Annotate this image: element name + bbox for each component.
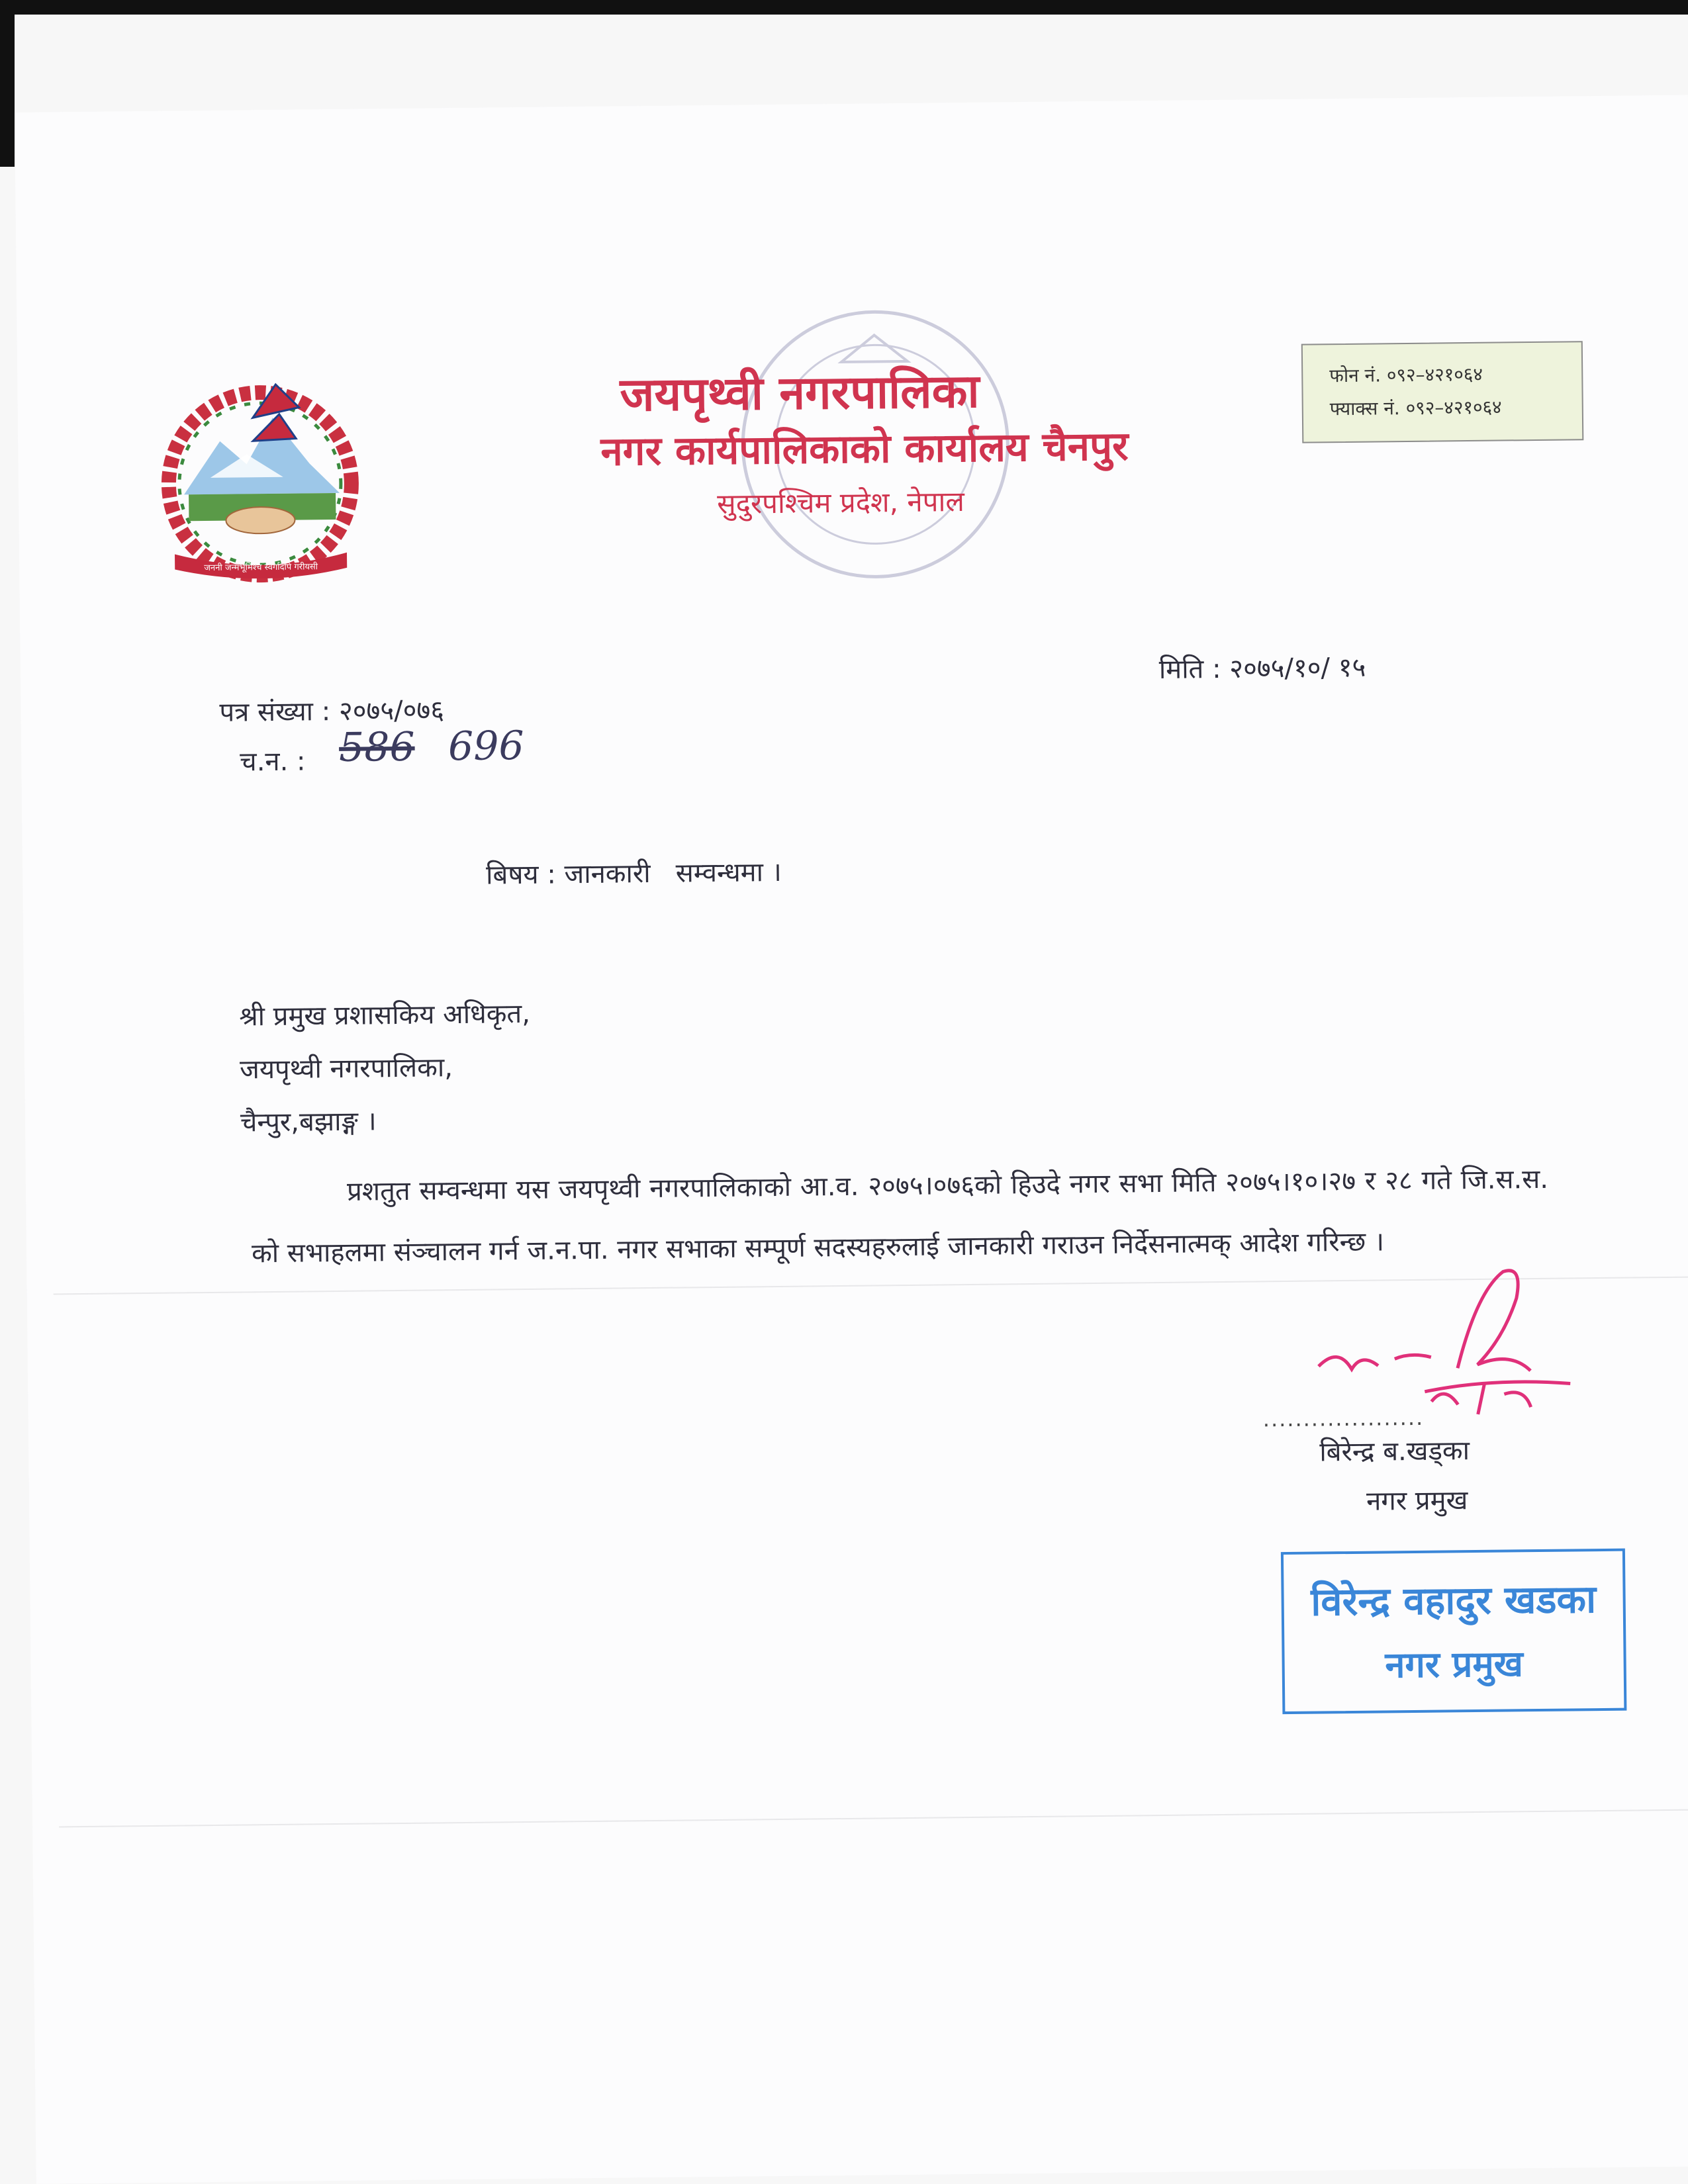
stamp-name: विरेन्द्र वहादुर खडका <box>1310 1576 1597 1625</box>
emblem-motto: जननी जन्मभूमिश्च स्वर्गादपि गरीयसी <box>204 562 318 574</box>
scan-border-top <box>0 0 1688 15</box>
office-location: सुदुरपश्चिम प्रदेश, नेपाल <box>716 485 965 520</box>
recipient-line-2: जयपृथ्वी नगरपालिका, <box>239 1052 453 1085</box>
official-stamp <box>1281 1549 1627 1714</box>
phone-number: फोन नं. ०९२–४२१०६४ <box>1329 363 1483 387</box>
fax-number: फ्याक्स नं. ०९२–४२१०६४ <box>1329 396 1502 420</box>
date-label: मिति : <box>1158 653 1221 685</box>
stamp-title: नगर प्रमुख <box>1385 1643 1524 1686</box>
fold-line <box>59 1809 1688 1828</box>
dispatch-number-struck: 586 <box>338 723 415 771</box>
letter-page <box>15 95 1688 2184</box>
signatory-name: बिरेन्द्र ब.खड्का <box>1319 1435 1470 1468</box>
dispatch-number-value: 696 <box>447 722 524 770</box>
org-name: जयपृथ्वी नगरपालिका <box>620 363 980 422</box>
body-paragraph: प्रशतुत सम्वन्धमा यस जयपृथ्वी नगरपालिकाको आ.व. २०७५।०७६को हिउदे नगर सभा मिति २०७५।१०।२७ र २८ गते जि.स.स. को सभाहलमा संञ्चालन गर्न ज.न.पा. नगर सभाका सम्पूर्ण सदस्यहरुलाई जानकारी गराउन निर्देसनात्मक् आदेश गरिन्छ । <box>251 1163 1549 1269</box>
dispatch-number-label: च.न. : <box>240 746 306 778</box>
recipient-line-1: श्री प्रमुख प्रशासकिय अधिकृत, <box>239 998 531 1032</box>
recipient-line-3: चैन्पुर,बझाङ्ग । <box>240 1106 377 1138</box>
office-name: नगर कार्यपालिकाको कार्यालय चैनपुर <box>600 423 1129 475</box>
signature-line: .................... <box>1262 1404 1425 1432</box>
subject-line <box>486 852 782 892</box>
date-line <box>1159 648 1366 686</box>
contact-box <box>1301 341 1584 443</box>
subject-text: जानकारी सम्वन्धमा । <box>564 856 782 890</box>
letter-number-value: २०७५/०७६ <box>338 695 445 727</box>
signature-icon <box>1278 1251 1611 1426</box>
date-value: २०७५/१०/ १५ <box>1229 652 1366 684</box>
signatory-title: नगर प्रमुख <box>1366 1485 1468 1517</box>
national-emblem-icon <box>146 377 373 591</box>
scan-border-left <box>0 15 15 167</box>
letter-number-label: पत्र संख्या : <box>219 696 331 728</box>
subject-label: बिषय : <box>485 859 557 891</box>
